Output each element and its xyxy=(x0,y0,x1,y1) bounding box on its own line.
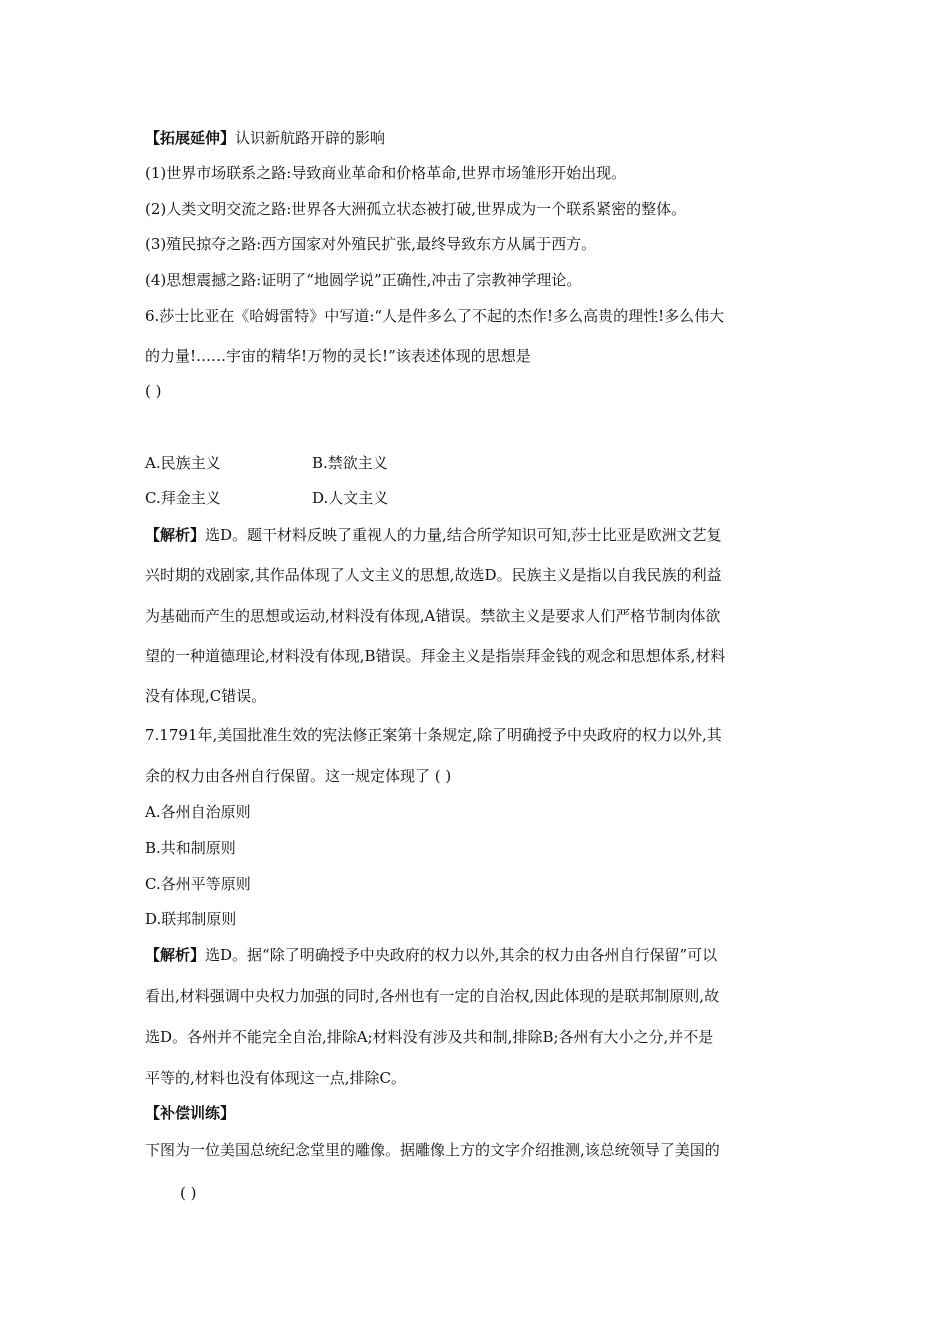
extension-title: 认识新航路开辟的影响 xyxy=(235,129,386,147)
q6-analysis-line: 没有体现,C错误。 xyxy=(145,687,267,705)
q6-analysis-line: 兴时期的戏剧家,其作品体现了人文主义的思想,故选D。民族主义是指以自我民族的利益 xyxy=(145,566,722,584)
extension-item: (4)思想震撼之路:证明了“地圆学说”正确性,冲击了宗教神学理论。 xyxy=(145,271,582,289)
q6-option-b: B.禁欲主义 xyxy=(312,454,388,472)
extension-item: (3)殖民掠夺之路:西方国家对外殖民扩张,最终导致东方从属于西方。 xyxy=(145,235,597,253)
extension-item: (1)世界市场联系之路:导致商业革命和价格革命,世界市场雏形开始出现。 xyxy=(145,164,627,182)
q7-analysis-line xyxy=(145,945,717,965)
q7-analysis-line: 看出,材料强调中央权力加强的同时,各州也有一定的自治权,因此体现的是联邦制原则,故 xyxy=(145,987,720,1005)
supplement-heading: 【补偿训练】 xyxy=(145,1104,236,1122)
q6-analysis-line xyxy=(145,525,722,545)
q6-option-c: C.拜金主义 xyxy=(145,489,221,507)
q7-stem-line: 余的权力由各州自行保留。这一规定体现了 ( ) xyxy=(145,767,452,785)
q7-option-d: D.联邦制原则 xyxy=(145,910,237,928)
q7-option-c: C.各州平等原则 xyxy=(145,875,251,893)
q6-analysis-text: 选D。题干材料反映了重视人的力量,结合所学知识可知,莎士比亚是欧洲文艺复 xyxy=(205,526,722,544)
extension-item: (2)人类文明交流之路:世界各大洲孤立状态被打破,世界成为一个联系紧密的整体。 xyxy=(145,200,687,218)
q6-analysis-line: 为基础而产生的思想或运动,材料没有体现,A错误。禁欲主义是要求人们严格节制肉体欲 xyxy=(145,607,721,625)
supplement-answer-blank: ( ) xyxy=(180,1184,197,1202)
q6-stem-line: 的力量!……宇宙的精华!万物的灵长!”该表述体现的思想是 xyxy=(145,347,531,365)
q6-option-d: D.人文主义 xyxy=(312,489,389,507)
q7-analysis-line: 平等的,材料也没有体现这一点,排除C。 xyxy=(145,1069,407,1087)
q6-option-a: A.民族主义 xyxy=(145,454,221,472)
q7-option-b: B.共和制原则 xyxy=(145,839,236,857)
q6-analysis-line: 望的一种道德理论,材料没有体现,B错误。拜金主义是指崇拜金钱的观念和思想体系,材料 xyxy=(145,647,726,665)
q7-stem-line: 7.1791年,美国批准生效的宪法修正案第十条规定,除了明确授予中央政府的权力以外,其 xyxy=(145,726,722,744)
q7-analysis-heading: 【解析】 xyxy=(145,946,206,964)
extension-heading: 【拓展延伸】 xyxy=(145,129,236,147)
q7-analysis-text: 选D。据“除了明确授予中央政府的权力以外,其余的权力由各州自行保留”可以 xyxy=(205,946,718,964)
q6-stem-line: 6.莎士比亚在《哈姆雷特》中写道:“人是件多么了不起的杰作!多么高贵的理性!多么伟大 xyxy=(145,307,725,325)
q6-answer-blank: ( ) xyxy=(145,382,162,400)
supplement-stem: 下图为一位美国总统纪念堂里的雕像。据雕像上方的文字介绍推测,该总统领导了美国的 xyxy=(145,1141,720,1159)
q7-analysis-line: 选D。各州并不能完全自治,排除A;材料没有涉及共和制,排除B;各州有大小之分,并不是 xyxy=(145,1028,714,1046)
q7-option-a: A.各州自治原则 xyxy=(145,803,251,821)
extension-heading-line xyxy=(145,128,385,148)
q6-analysis-heading: 【解析】 xyxy=(145,526,206,544)
